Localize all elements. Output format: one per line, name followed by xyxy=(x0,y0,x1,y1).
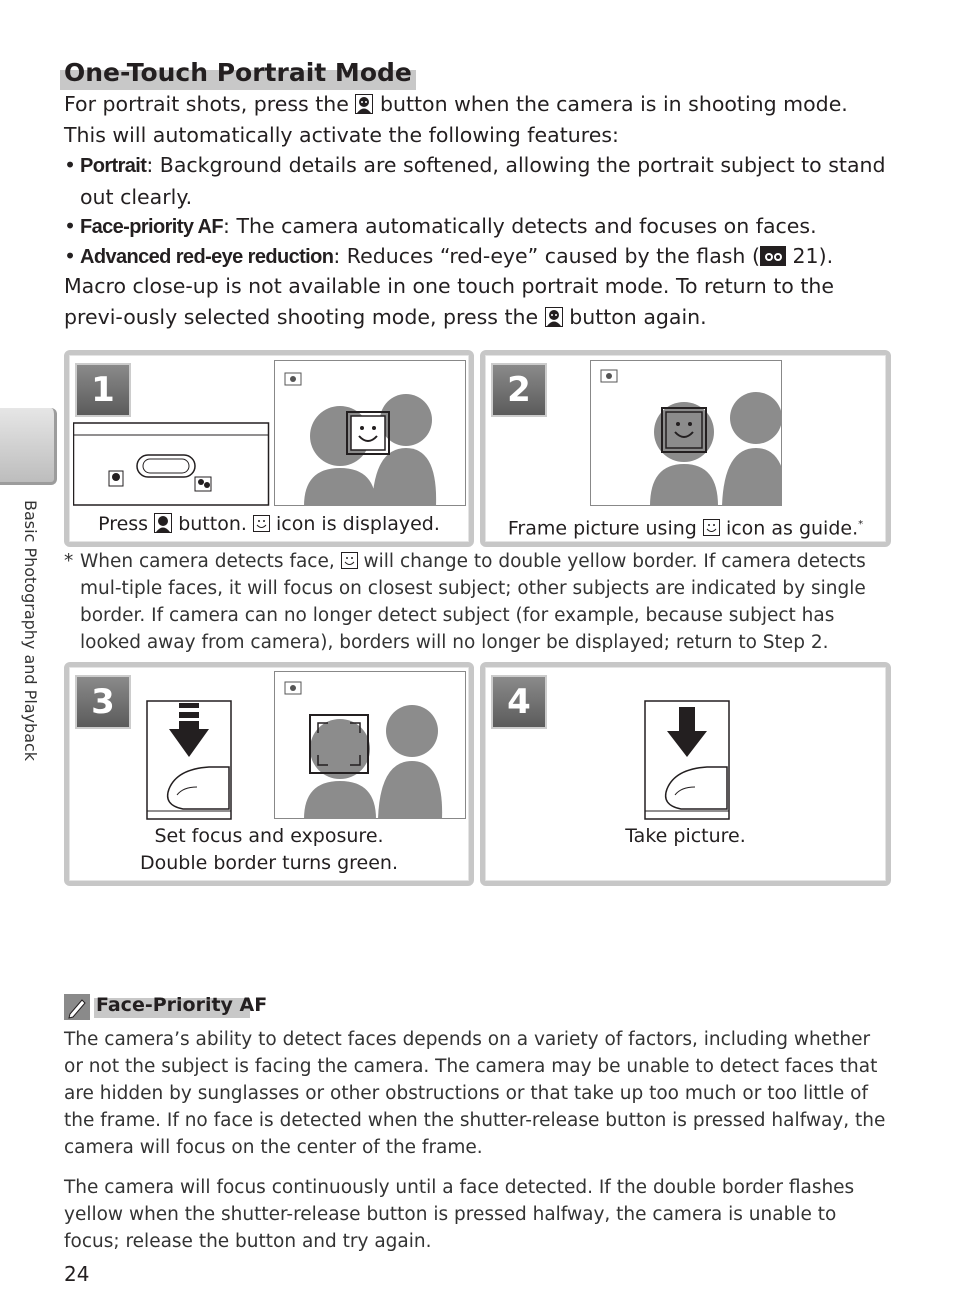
bullet-portrait xyxy=(64,150,891,212)
caption-text: button. xyxy=(178,513,247,535)
bullet-term: Portrait xyxy=(80,155,147,177)
step-panel-2 xyxy=(480,350,891,547)
caption-text: Frame picture using xyxy=(507,517,697,540)
step-number: 1 xyxy=(75,363,131,417)
face-frame-icon xyxy=(253,515,270,532)
step-caption xyxy=(485,511,886,542)
reference-icon xyxy=(760,246,786,266)
macro-paragraph xyxy=(64,271,891,332)
bullet-dot: • xyxy=(64,214,77,238)
macro-text-2: button again. xyxy=(569,304,707,329)
lcd-screen-illustration xyxy=(274,671,466,819)
full-press-illustration xyxy=(641,697,731,821)
step-number: 2 xyxy=(491,363,547,417)
bullet-red-eye xyxy=(64,241,891,273)
bullet-text: : Reduces “red-eye” caused by the flash ( xyxy=(333,244,760,268)
step-number: 3 xyxy=(75,675,131,729)
caption-text: icon as guide. xyxy=(725,517,859,540)
tip-paragraph-2: The camera will focus continuously until a face detected. If the double border flashes yellow when the shutter-release button is pressed halfway, the camera is unable to focus; release the button and try again. xyxy=(64,1177,855,1252)
step-caption xyxy=(69,823,469,877)
face-frame-icon xyxy=(341,552,358,569)
portrait-button-icon xyxy=(355,94,373,114)
step-caption xyxy=(69,511,469,538)
bullet-ref: 21). xyxy=(792,244,834,268)
bullet-text: : The camera automatically detects and focuses on faces. xyxy=(223,214,817,238)
half-press-illustration xyxy=(143,697,233,821)
page-title: One-Touch Portrait Mode xyxy=(64,58,412,87)
chapter-label: Basic Photography and Playback xyxy=(21,500,40,762)
footnote-text-2: will change to double yellow border. If camera detects mul-tiple faces, it will focus on closest subject; other subjects are indicated by single border. If camera can no longer detect subject (for example, because subject has looked away from camera), borders will no longer be displayed; return to Step 2. xyxy=(80,551,866,653)
bullet-dot: • xyxy=(64,153,77,177)
bullet-term: Face-priority AF xyxy=(80,216,224,238)
step-caption xyxy=(485,823,886,850)
section-header xyxy=(60,58,412,87)
tip-title: Face-Priority AF xyxy=(96,994,268,1016)
bullet-dot: • xyxy=(64,244,77,268)
caption-line: Set focus and exposure. xyxy=(154,825,384,847)
caption-line: Double border turns green. xyxy=(140,852,398,874)
footnote-text-1: When camera detects face, xyxy=(80,551,335,572)
intro-text-2: button when the camera is in shooting mode. This will automatically activate the following features: xyxy=(64,92,848,147)
pencil-note-icon xyxy=(64,994,90,1020)
footnote xyxy=(64,548,891,656)
step-panel-3 xyxy=(64,662,474,886)
caption-line: Take picture. xyxy=(625,825,746,847)
caption-text: icon is displayed. xyxy=(276,513,440,535)
bullet-term: Advanced red-eye reduction xyxy=(80,246,334,268)
bullet-text: : Background details are softened, allowing the portrait subject to stand out clearly. xyxy=(80,153,886,209)
tip-paragraph-1: The camera’s ability to detect faces depends on a variety of factors, including whether or not the subject is facing the camera. The camera may be unable to detect faces that are hidden by sunglasses or other obstructions or that take up too much or too little of the frame. If no face is detected when the shutter-release button is pressed halfway, the camera will focus on the center of the frame. xyxy=(64,1029,886,1158)
portrait-button-icon xyxy=(545,307,563,327)
macro-text-1: Macro close-up is not available in one touch portrait mode. To return to the previ-ously selected shooting mode, press the xyxy=(64,274,834,329)
intro-paragraph xyxy=(64,89,891,150)
face-frame-icon xyxy=(703,519,720,536)
bullet-face-priority xyxy=(64,211,891,243)
footnote-mark: * xyxy=(858,519,864,530)
camera-button-illustration xyxy=(73,421,273,507)
step-panel-4 xyxy=(480,662,891,886)
page-number: 24 xyxy=(64,1262,90,1286)
lcd-screen-illustration xyxy=(274,360,466,506)
intro-text-1: For portrait shots, press the xyxy=(64,92,349,116)
lcd-screen-illustration xyxy=(590,360,782,506)
step-number: 4 xyxy=(491,675,547,729)
caption-text: Press xyxy=(98,513,149,535)
chapter-tab xyxy=(0,408,57,485)
footnote-mark: * xyxy=(64,551,74,572)
step-panel-1 xyxy=(64,350,474,547)
portrait-button-icon xyxy=(154,513,172,533)
